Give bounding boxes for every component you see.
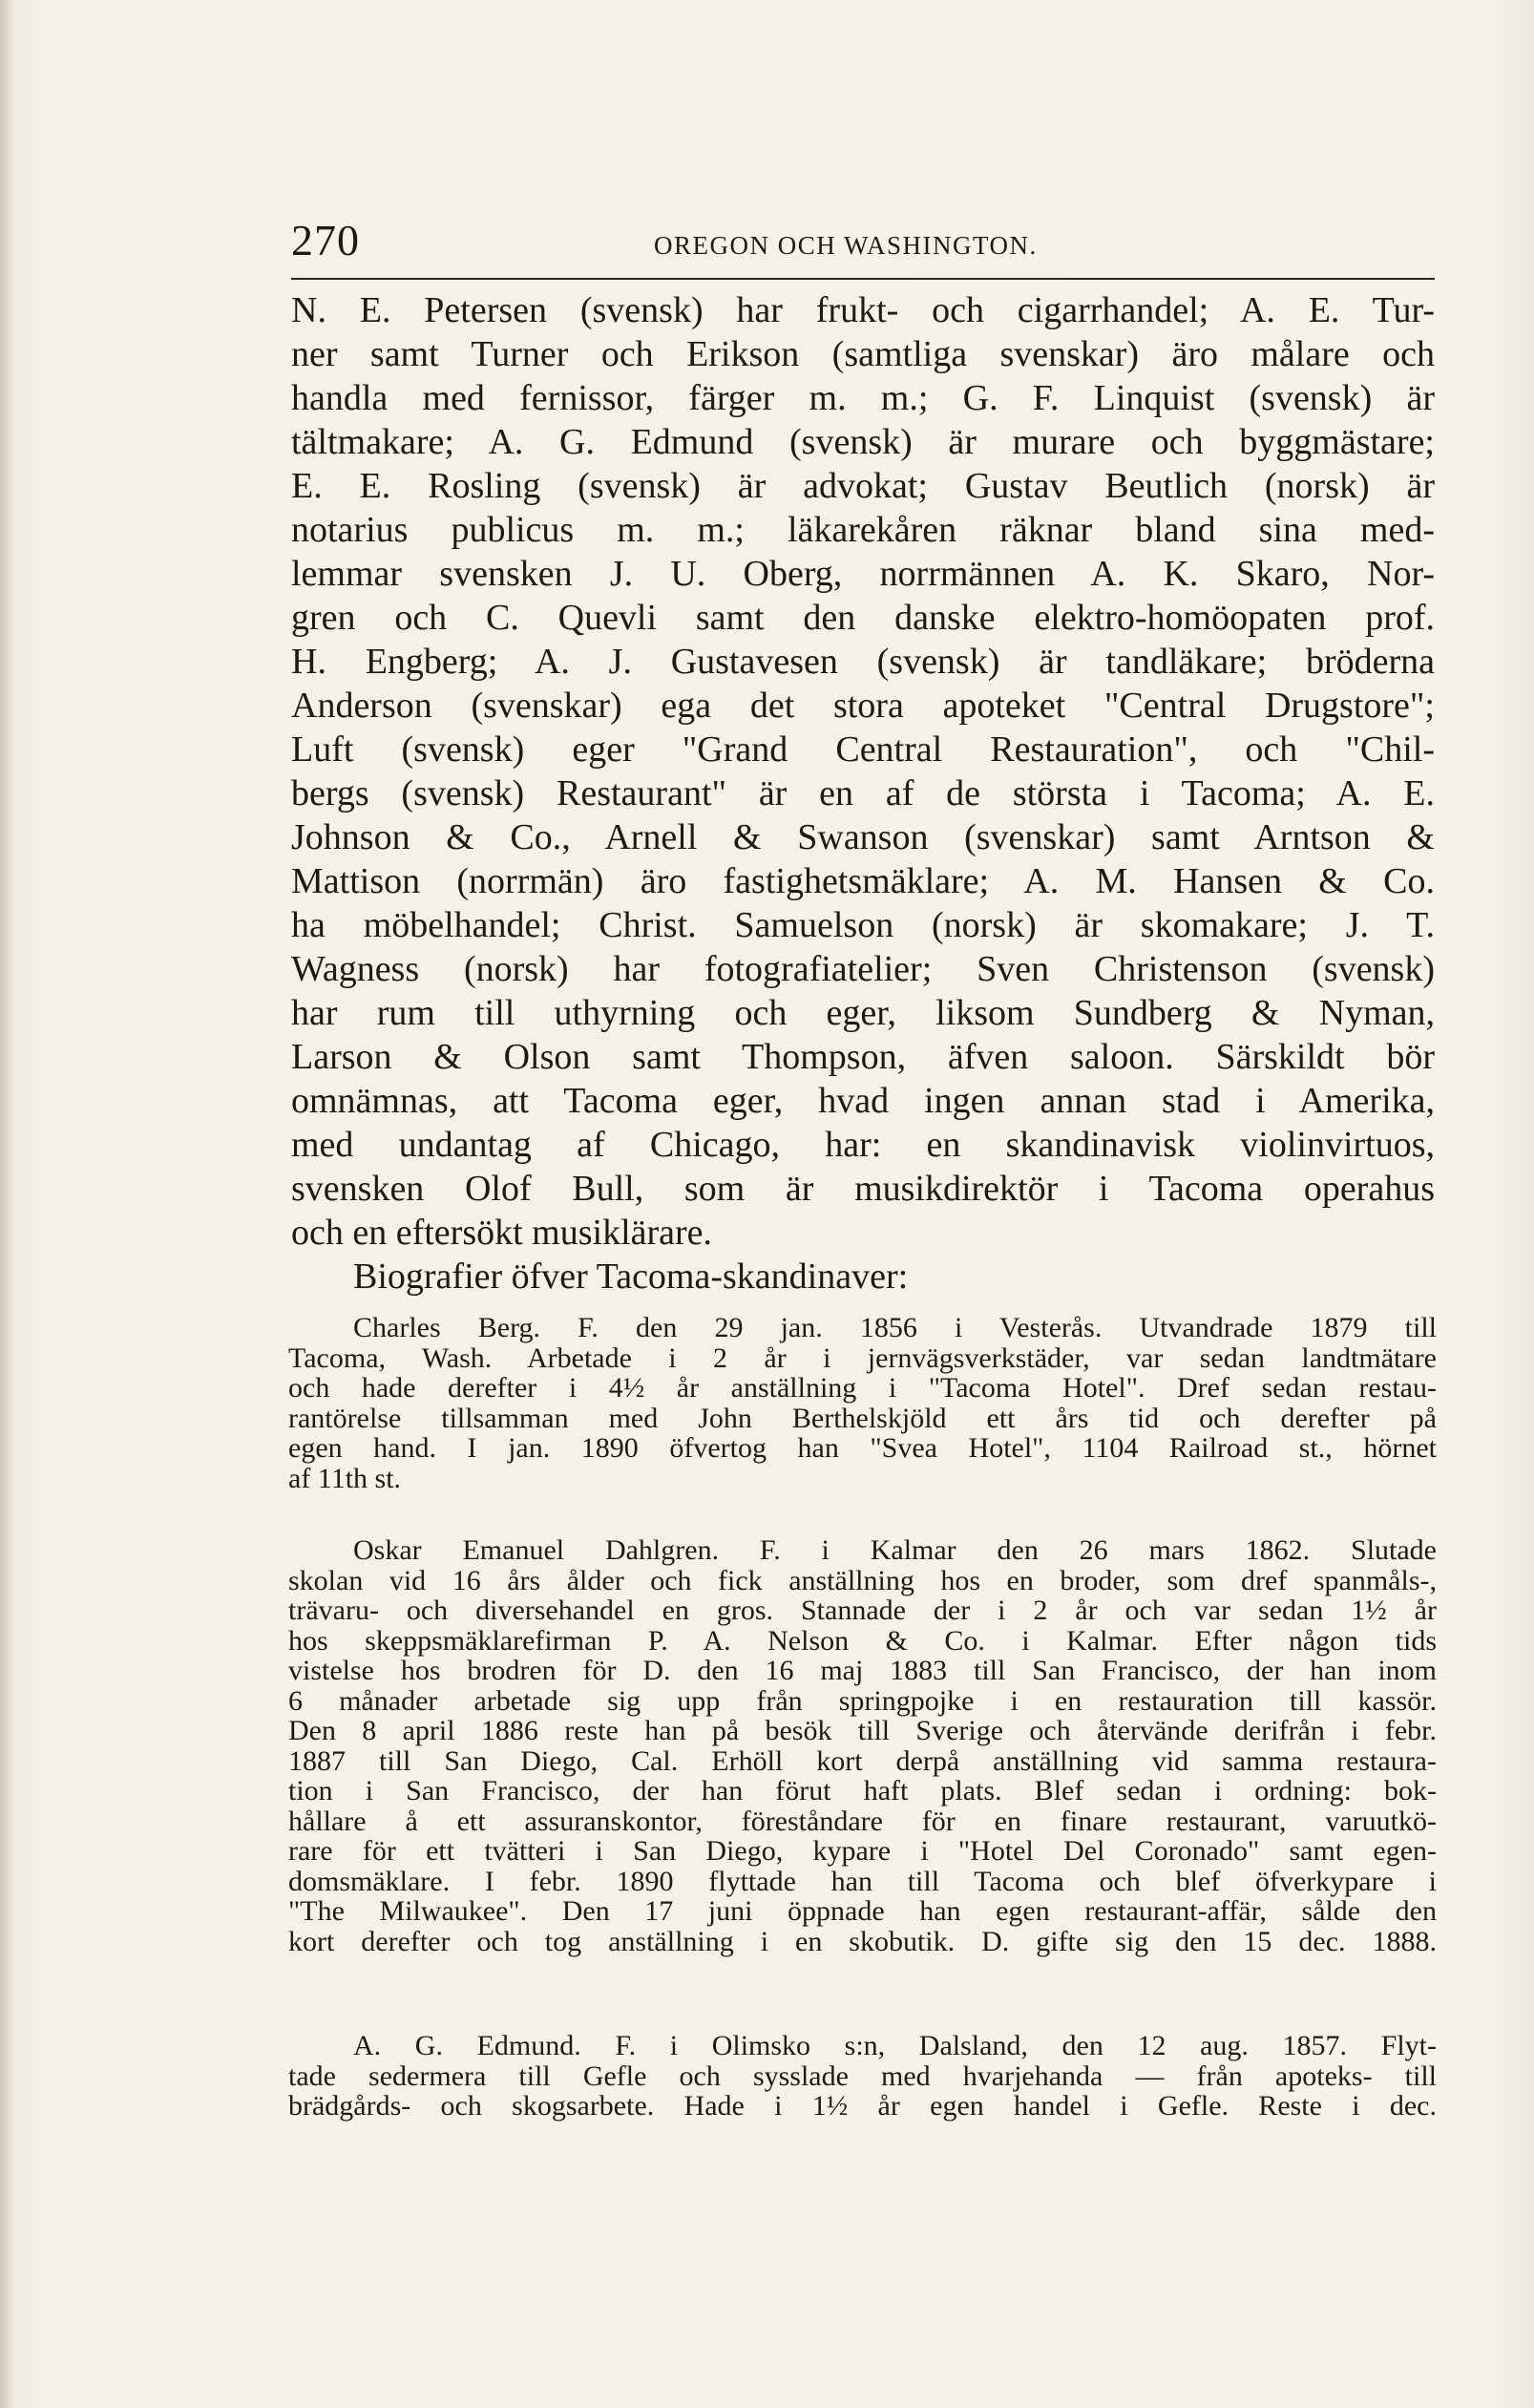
bio-line: af 11th st. xyxy=(288,1462,402,1494)
bio-line: Tacoma, Wash. Arbetade i 2 år i jernvägsverkstäder, var sedan landtmätare xyxy=(288,1341,1437,1374)
text-line: Johnson & Co., Arnell & Swanson (svenskar) samt Arntson & xyxy=(291,817,1435,857)
bio-line: Den 8 april 1886 reste han på besök till Sverige och återvände derifrån i febr. xyxy=(288,1715,1437,1746)
text-line: Luft (svensk) eger "Grand Central Restauration", och "Chil- xyxy=(291,729,1435,770)
text-line: H. Engberg; A. J. Gustavesen (svensk) är tandläkare; bröderna xyxy=(291,642,1435,682)
text-line: ner samt Turner och Erikson (samtliga svenskar) äro målare och xyxy=(291,334,1435,374)
bio-line: Oskar Emanuel Dahlgren. F. i Kalmar den 26 mars 1862. Slutade xyxy=(353,1534,1437,1566)
bio-line: "The Milwaukee". Den 17 juni öppnade han egen restaurant-affär, sålde den xyxy=(288,1895,1437,1927)
header-rule xyxy=(291,278,1435,280)
text-line: omnämnas, att Tacoma eger, hvad ingen annan stad i Amerika, xyxy=(291,1081,1435,1121)
bio-line: trävaru- och diversehandel en gros. Stannade der i 2 år och var sedan 1½ år xyxy=(288,1595,1437,1626)
bio-line: och hade derefter i 4½ år anställning i "Tacoma Hotel". Dref sedan restau- xyxy=(288,1372,1437,1404)
bio-line: A. G. Edmund. F. i Olimsko s:n, Dalsland, den 12 aug. 1857. Flyt- xyxy=(353,2030,1437,2061)
text-line: har rum till uthyrning och eger, liksom Sundberg & Nyman, xyxy=(291,993,1435,1033)
biographies-intro: Biografier öfver Tacoma-skandinaver: xyxy=(353,1257,909,1297)
text-line: och en eftersökt musiklärare. xyxy=(291,1213,713,1253)
biography-charles-berg xyxy=(288,1313,1437,1493)
text-line: Wagness (norsk) har fotografiatelier; Sven Christenson (svensk) xyxy=(291,949,1435,989)
bio-line: Charles Berg. F. den 29 jan. 1856 i Vesterås. Utvandrade 1879 till xyxy=(353,1312,1437,1343)
bio-line: kort derefter och tog anställning i en skobutik. D. gifte sig den 15 dec. 1888. xyxy=(288,1925,1437,1957)
bio-line: rare för ett tvätteri i San Diego, kypare i "Hotel Del Coronado" samt egen- xyxy=(288,1835,1437,1867)
text-line: Mattison (norrmän) äro fastighetsmäklare; A. M. Hansen & Co. xyxy=(291,861,1435,901)
bio-line: hållare å ett assuranskontor, föreståndare för en finare restaurant, varuutkö- xyxy=(288,1805,1437,1837)
bio-line: 1887 till San Diego, Cal. Erhöll kort derpå anställning vid samma restaura- xyxy=(288,1744,1437,1777)
text-line: tältmakare; A. G. Edmund (svensk) är murare och byggmästare; xyxy=(291,422,1435,462)
bio-line: domsmäklare. I febr. 1890 flyttade han till Tacoma och blef öfverkypare i xyxy=(288,1865,1437,1897)
text-line: N. E. Petersen (svensk) har frukt- och cigarrhandel; A. E. Tur- xyxy=(291,290,1435,330)
text-line: notarius publicus m. m.; läkarekåren räknar bland sina med- xyxy=(291,510,1435,550)
text-line: E. E. Rosling (svensk) är advokat; Gustav Beutlich (norsk) är xyxy=(291,466,1435,506)
text-line: med undantag af Chicago, har: en skandinavisk violinvirtuos, xyxy=(291,1125,1435,1165)
text-line: ha möbelhandel; Christ. Samuelson (norsk) är skomakare; J. T. xyxy=(291,905,1435,945)
page-number: 270 xyxy=(291,216,360,264)
biography-ag-edmund xyxy=(288,2031,1437,2122)
text-line: Larson & Olson samt Thompson, äfven saloon. Särskildt bör xyxy=(291,1037,1435,1077)
bio-line: rantörelse tillsamman med John Berthelskjöld ett års tid och derefter på xyxy=(288,1402,1437,1434)
bio-line: tade sedermera till Gefle och sysslade med hvarjehanda — från apoteks- till xyxy=(288,2059,1437,2092)
text-line: Anderson (svenskar) ega det stora apoteket "Central Drugstore"; xyxy=(291,686,1435,726)
page-edge-shadow xyxy=(0,0,13,2408)
bio-line: 6 månader arbetade sig upp från springpojke i en restauration till kassör. xyxy=(288,1684,1437,1717)
text-line: gren och C. Quevli samt den danske elektro-homöopaten prof. xyxy=(291,598,1435,638)
bio-line: skolan vid 16 års ålder och fick anställning hos en broder, som dref spanmåls-, xyxy=(288,1564,1437,1596)
page-header xyxy=(291,215,1435,272)
bio-line: tion i San Francisco, der han förut haft plats. Blef sedan i ordning: bok- xyxy=(288,1775,1437,1806)
text-line: handla med fernissor, färger m. m.; G. F. Linquist (svensk) är xyxy=(291,378,1435,418)
running-title: OREGON OCH WASHINGTON. xyxy=(654,231,1038,260)
biography-oskar-dahlgren xyxy=(288,1535,1437,1956)
bio-line: vistelse hos brodren för D. den 16 maj 1883 till San Francisco, der han inom xyxy=(288,1655,1437,1686)
bio-line: hos skeppsmäklarefirman P. A. Nelson & Co. i Kalmar. Efter någon tids xyxy=(288,1624,1437,1657)
text-line: lemmar svensken J. U. Oberg, norrmännen A. K. Skaro, Nor- xyxy=(291,554,1435,594)
text-line: svensken Olof Bull, som är musikdirektör i Tacoma operahus xyxy=(291,1169,1435,1209)
bio-line: brädgårds- och skogsarbete. Hade i 1½ år egen handel i Gefle. Reste i dec. xyxy=(288,2090,1437,2122)
text-line: bergs (svensk) Restaurant" är en af de största i Tacoma; A. E. xyxy=(291,773,1435,813)
main-paragraph xyxy=(291,288,1435,1299)
bio-line: egen hand. I jan. 1890 öfvertog han "Svea Hotel", 1104 Railroad st., hörnet xyxy=(288,1432,1437,1464)
